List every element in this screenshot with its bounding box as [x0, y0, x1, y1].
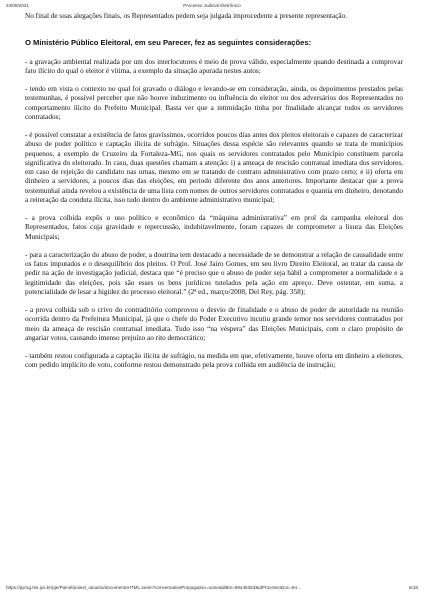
intro-paragraph: No final de suas alegações finais, os Representados pedem seja julgada improcedente a presente representação. [25, 12, 348, 20]
print-footer [0, 585, 424, 593]
consideration-paragraph-2: - tendo em vista o contexto no qual foi gravado o diálogo e levando-se em consideração, ainda, os depoimentos prestados pelas testemunhas, é possível perceber que não houve induzimento ou influência do eleitor ou dos adversários dos Representados no comportamento ilícito do Prefeito Municipal. Basta ver que a intimidação tinha por finalidade alcançar todos os servidores contratados; [25, 85, 403, 121]
consideration-paragraph-3: - é possível constatar a existência de fatos gravíssimos, ocorridos poucos dias antes dos pleitos eleitorais e capazes de caracterizar abuso de poder político e captação ilícita de sufrágio. Situações dessa espécie são relevantes quando se trata de municípios pequenos, a exemplo de Cruzeiro da Fortaleza-MG, nos quais os servidores contratados pelo Município constituem parcela significativa do eleitorado. In casu, duas questões chamam a atenção: i) a ameaça de rescisão contratual imediata dos servidores, em caso de rejeição do candidato nas urnas, mesmo em se tratando de contrato administrativo com prazo certo; e ii) oferta em dinheiro a servidores, a poucos dias das eleições, em período diferente dos anos anteriores. Importante destacar que a prova testemunhal ainda revelou a existência de uma lista com nomes de outros servidores contratados e quantia em dinheiro, denotando a reiteração da conduta ilícita, isso tudo dentro do ambiente administrativo municipal; [25, 131, 403, 204]
consideration-paragraph-5: - para a caracterização do abuso de poder, a doutrina tem destacado a necessidade de se demonstrar a relação de causalidade entre os fatos imputados e o desequilíbrio dos pleitos. O Prof. José Jairo Gomes, em seu livro Direito Eleitoral, ao tratar da causa de pedir na ação de investigação judicial, destaca que “é preciso que o abuso de poder seja hábil a comprometer a normalidade e a legitimidade das eleições, pois são esses os bens jurídicos tutelados pela ação em apreço. Deve ostentar, em suma, a potencialidade de lesar a higidez do processo eleitoral.” (2ª ed., março/2008, Del Rey, pág. 358); [25, 250, 403, 296]
consideration-paragraph-7: - também restou configurada a captação ilícita de sufrágio, na medida em que, efetivamente, houve oferta em dinheiro a eleitores, com pedido implícito de voto, conforme restou demonstrado pela prova colhida em audiência de instrução; [25, 352, 403, 370]
consideration-paragraph-6: - a prova colhida sob o crivo do contraditório comprovou o desvio de finalidade e o abuso de poder de autoridade na reunião ocorrida dentro da Prefeitura Municipal, já que o chefe do Poder Executivo incutiu grande temor nos servidores contratados por meio da ameaça de rescisão contratual imediata. Tudo isso “na véspera” das Eleições Municipais, com o claro propósito de angariar votos, causando imenso prejuízo ao rito democrático; [25, 306, 403, 342]
consideration-paragraph-1: - a gravação ambiental realizada por um dos interlocutores é meio de prova válido, especialmente quando destinada a comprovar fato ilícito do qual o eleitor é vítima, a exemplo da situação apurada nestes autos; [25, 57, 403, 75]
print-url: https://pje1g.tse.jus.br/pje/Painel/painel_usuario/documentoHTML.seam?conversationPropagation=none&idBin=89445363&idProcessoDoc=94… [6, 585, 302, 590]
consideration-paragraph-4: - a prova colhida expôs o uso político e econômico da “máquina administrativa” em prol da campanha eleitoral dos Representados, fatos cuja gravidade e repercussão, indubitavelmente, foram capazes de comprometer a lisura das Eleições Municipais; [25, 214, 403, 241]
section-heading: O Ministério Público Eleitoral, em seu Parecer, fez as seguintes considerações: [25, 38, 312, 48]
print-header [0, 3, 424, 11]
page-number: 6/18 [409, 585, 418, 590]
print-date: 24/08/2021 [6, 3, 29, 8]
document-body [25, 12, 403, 380]
print-title: Processo Judicial Eletrônico [183, 3, 241, 8]
